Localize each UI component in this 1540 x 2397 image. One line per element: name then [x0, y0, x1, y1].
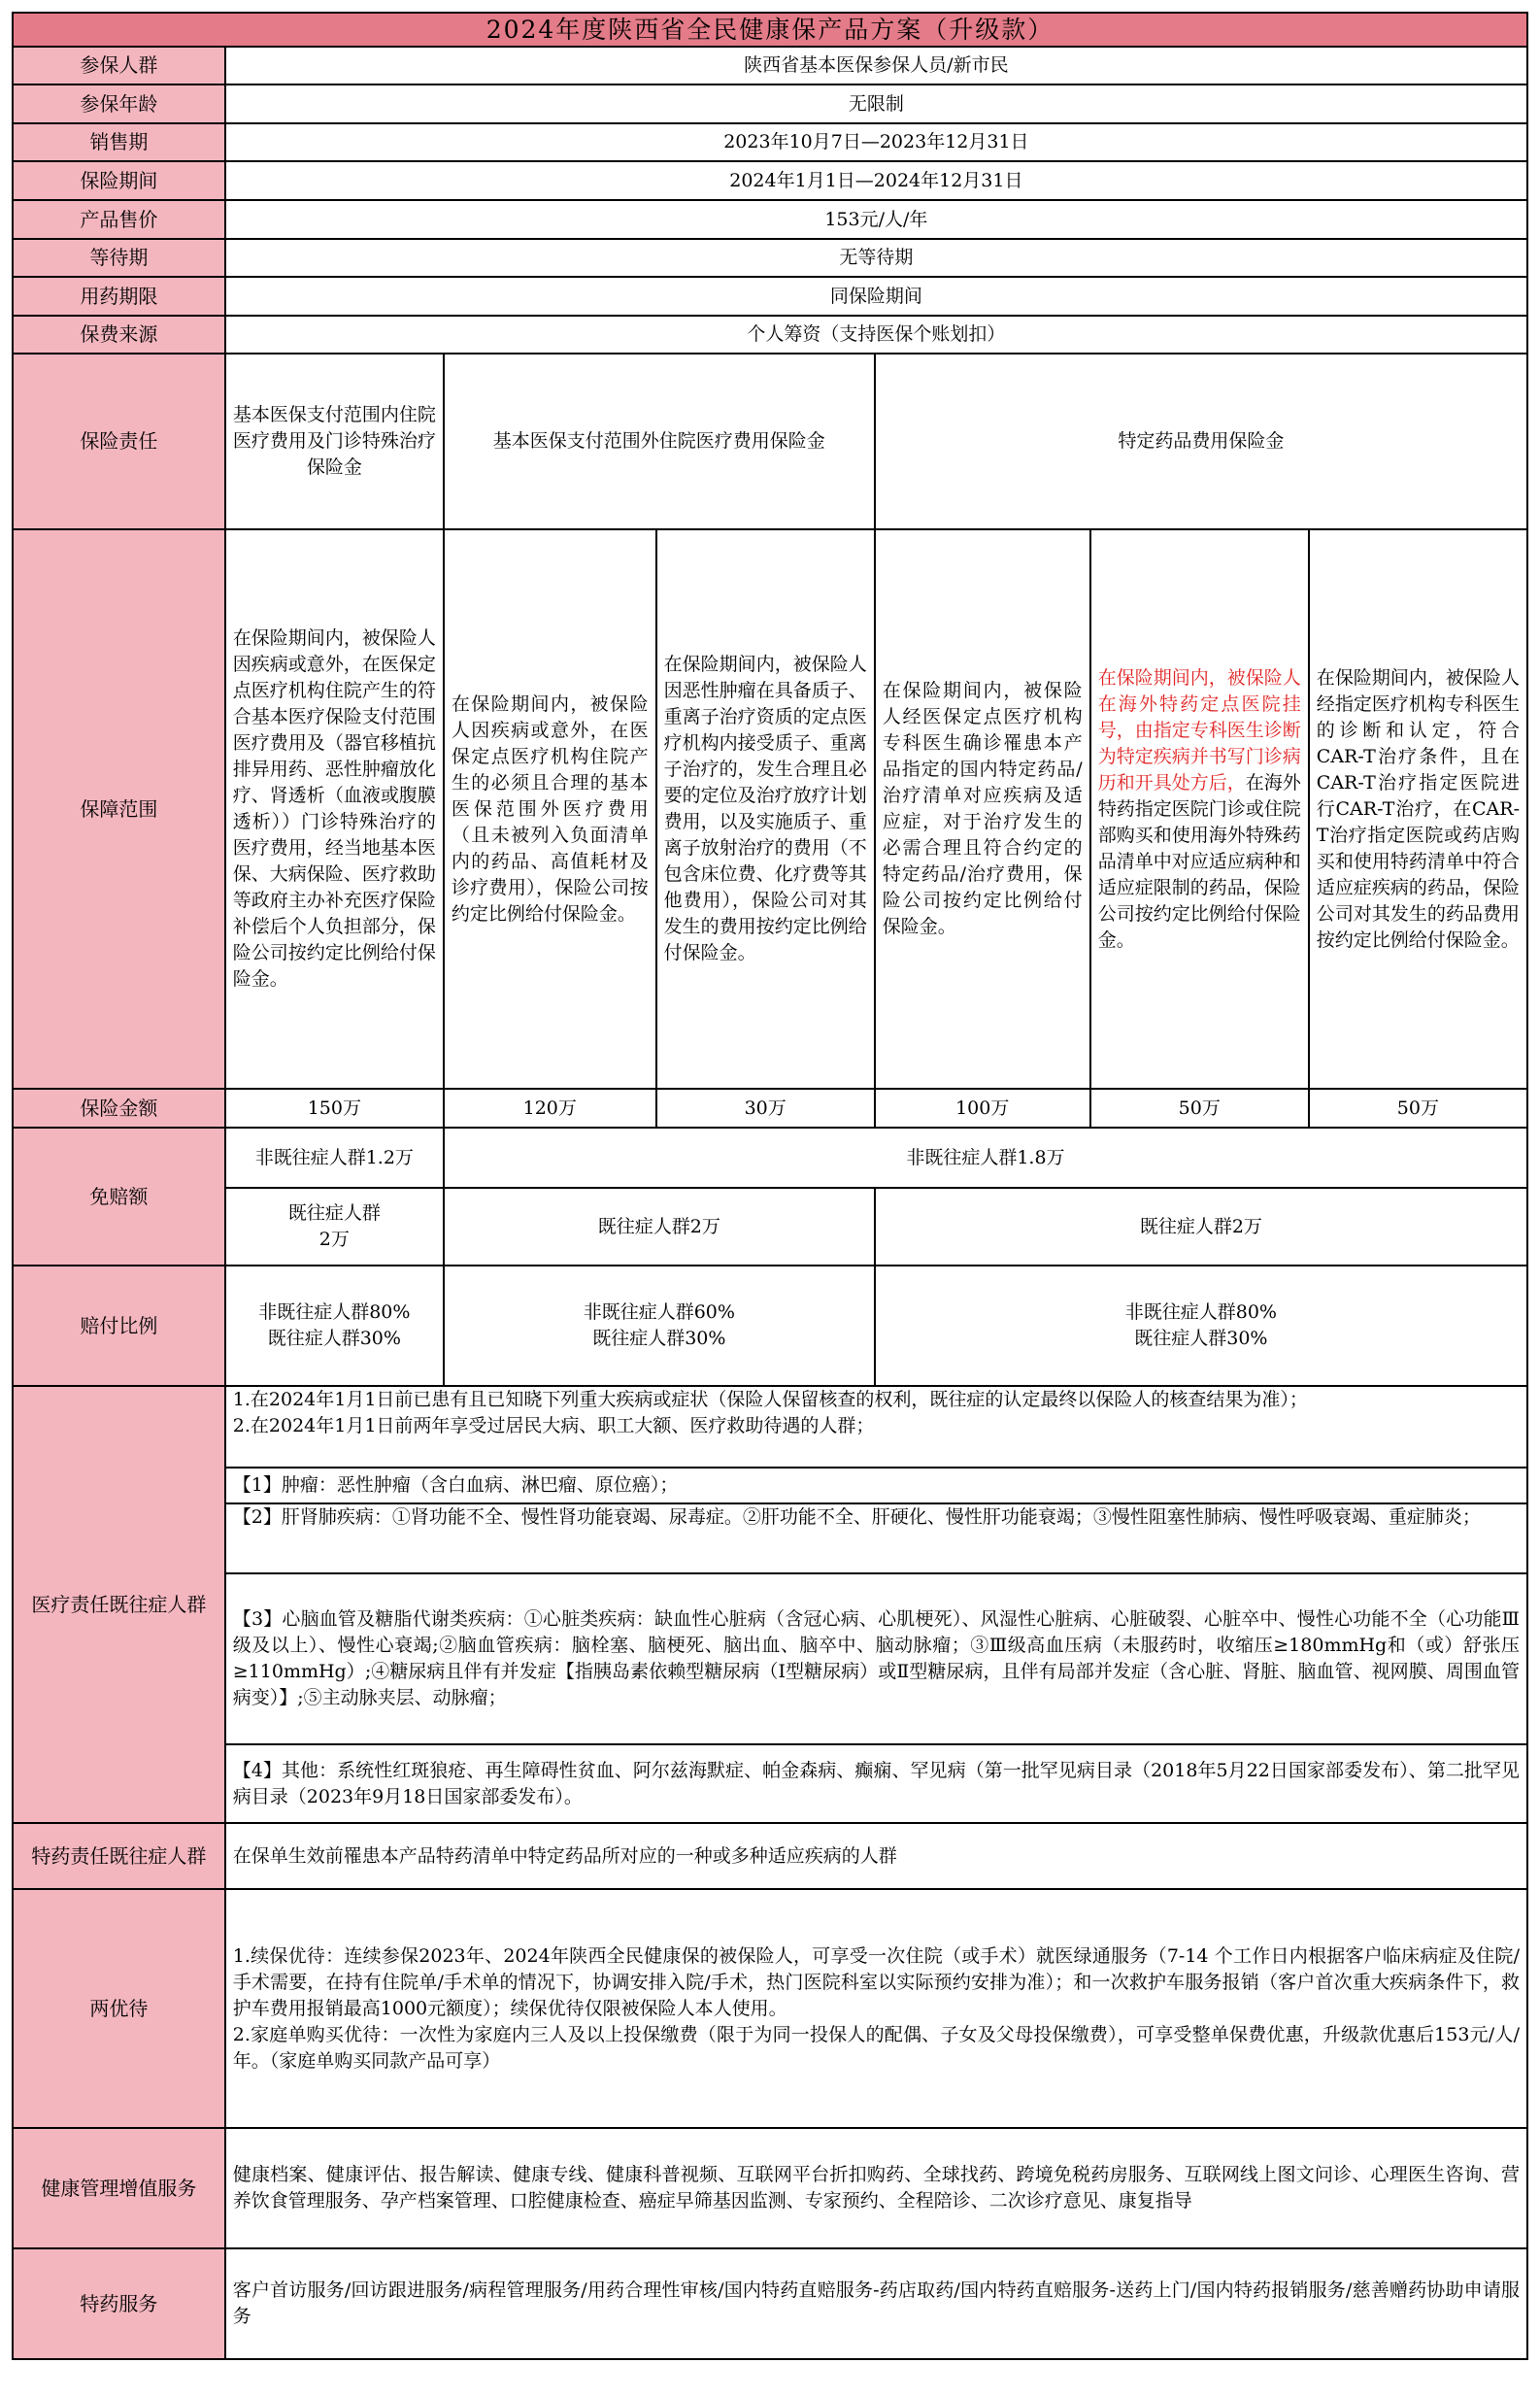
coverage-domestic-drug: 在保险期间内，被保险人经医保定点医疗机构专科医生确诊罹患本产品指定的国内特定药品/治疗清单对应疾病及适应症，对于治疗发生的必需合理且符合约定的特定药品/治疗费用，保险公司按约定比例给付保险金。: [875, 529, 1090, 1089]
preexisting-item-other: 【4】其他：系统性红斑狼疮、再生障碍性贫血、阿尔兹海默症、帕金森病、癫痫、罕见病（第一批罕见病目录（2018年5月22日国家部委发布）、第二批罕见病目录（2023年9月18日国家部委发布）。: [225, 1744, 1527, 1823]
liability-inpatient-out-scope: 基本医保支付范围外住院医疗费用保险金: [444, 354, 875, 529]
preexisting-intro: [225, 1386, 1527, 1468]
payout-ratio-3-non: 非既往症人群80%: [1124, 1301, 1277, 1323]
value-sales-period: 2023年10月7日—2023年12月31日: [225, 123, 1527, 161]
deductible-non-preexisting-1: 非既往症人群1.2万: [225, 1128, 444, 1188]
sum-insured-cell: 50万: [1090, 1089, 1309, 1128]
label-health-mgmt: 健康管理增值服务: [13, 2128, 225, 2248]
label-medical-preexisting: 医疗责任既往症人群: [13, 1386, 225, 1823]
deductible-preexisting-1-amount: 2万: [318, 1229, 350, 1250]
value-drug-period: 同保险期间: [225, 277, 1527, 316]
payout-ratio-3: [875, 1266, 1527, 1386]
value-insured-age: 无限制: [225, 84, 1527, 123]
payout-ratio-1: [225, 1266, 444, 1386]
deductible-preexisting-1: [225, 1188, 444, 1266]
sum-insured-cell: 100万: [875, 1089, 1090, 1128]
coverage-car-t: 在保险期间内，被保险人经指定医疗机构专科医生的诊断和认定，符合CAR-T治疗条件，且在CAR-T治疗指定医院进行CAR-T治疗，在CAR-T治疗指定医院或药店购买和使用特药清单中符合适应症疾病的药品，保险公司对其发生的药品费用按约定比例给付保险金。: [1309, 529, 1527, 1089]
coverage-overseas-drug-red: 在保险期间内，被保险人在海外特药定点医院挂号，由指定专科医生诊断为特定疾病并书写门诊病历和开具处方后，: [1097, 666, 1301, 793]
sum-insured-cell: 150万: [225, 1089, 444, 1128]
drug-services-text: 客户首访服务/回访跟进服务/病程管理服务/用药合理性审核/国内特药直赔服务-药店取药/国内特药直赔服务-送药上门/国内特药报销服务/慈善赠药协助申请服务: [225, 2248, 1527, 2359]
sum-insured-cell: 50万: [1309, 1089, 1527, 1128]
value-insurance-period: 2024年1月1日—2024年12月31日: [225, 161, 1527, 200]
deductible-non-preexisting-2: 非既往症人群1.8万: [444, 1128, 1527, 1188]
label-insured-age: 参保年龄: [13, 84, 225, 123]
label-sum-insured: 保险金额: [13, 1089, 225, 1128]
coverage-overseas-drug-rest: 在海外特药指定医院门诊或住院部购买和使用海外特殊药品清单中对应适应病种和适应症限制的药品，保险公司按约定比例给付保险金。: [1097, 771, 1301, 951]
payout-ratio-1-pre: 既往症人群30%: [267, 1328, 401, 1349]
value-premium-source: 个人筹资（支持医保个账划扣）: [225, 316, 1527, 354]
coverage-proton-heavy-ion: 在保险期间内，被保险人因恶性肿瘤在具备质子、重离子治疗资质的定点医疗机构内接受质子、重离子治疗的，发生合理且必要的定位及治疗放疗计划费用，以及实施质子、重离子放射治疗的费用（不包含床位费、化疗费等其他费用），保险公司对其发生的费用按约定比例给付保险金。: [656, 529, 875, 1089]
coverage-inpatient-in-scope: 在保险期间内，被保险人因疾病或意外，在医保定点医疗机构住院产生的符合基本医疗保险支付范围医疗费用及（器官移植抗排异用药、恶性肿瘤放化疗、肾透析（血液或腹膜透析））门诊特殊治疗的医疗费用，经当地基本医保、大病保险、医疗救助等政府主办补充医疗保险补偿后个人负担部分，保险公司按约定比例给付保险金。: [225, 529, 444, 1089]
label-premium-source: 保费来源: [13, 316, 225, 354]
benefit-family: 2.家庭单购买优待：一次性为家庭内三人及以上投保缴费（限于为同一投保人的配偶、子女及父母投保缴费），可享受整单保费优惠，升级款优惠后153元/人/年。（家庭单购买同款产品可享）: [232, 2023, 1520, 2072]
label-drug-preexisting: 特药责任既往症人群: [13, 1823, 225, 1889]
coverage-inpatient-out-scope: 在保险期间内，被保险人因疾病或意外，在医保定点医疗机构住院产生的必须且合理的基本医保范围外医疗费用（且未被列入负面清单内的药品、高值耗材及诊疗费用），保险公司按约定比例给付保险金。: [444, 529, 656, 1089]
product-plan-table: [12, 12, 1528, 2360]
drug-preexisting-text: 在保单生效前罹患本产品特药清单中特定药品所对应的一种或多种适应疾病的人群: [225, 1823, 1527, 1889]
label-sales-period: 销售期: [13, 123, 225, 161]
sum-insured-cell: 120万: [444, 1089, 656, 1128]
label-coverage: 保障范围: [13, 529, 225, 1089]
label-drug-services: 特药服务: [13, 2248, 225, 2359]
label-payout-ratio: 赔付比例: [13, 1266, 225, 1386]
deductible-preexisting-1-label: 既往症人群: [287, 1202, 381, 1224]
payout-ratio-1-non: 非既往症人群80%: [258, 1301, 411, 1323]
payout-ratio-2-pre: 既往症人群30%: [592, 1328, 726, 1349]
label-price: 产品售价: [13, 200, 225, 239]
deductible-preexisting-3: 既往症人群2万: [875, 1188, 1527, 1266]
coverage-overseas-drug: [1090, 529, 1309, 1089]
preexisting-item-cardio: 【3】心脑血管及糖脂代谢类疾病：①心脏类疾病：缺血性心脏病（含冠心病、心肌梗死）、风湿性心脏病、心脏破裂、心脏卒中、慢性心功能不全（心功能Ⅲ级及以上）、慢性心衰竭;②脑血管疾病：脑栓塞、脑梗死、脑出血、脑卒中、脑动脉瘤；③Ⅲ级高血压病（未服药时，收缩压≥180mmHg和（或）舒张压≥110mmHg）;④糖尿病且伴有并发症【指胰岛素依赖型糖尿病（Ⅰ型糖尿病）或Ⅱ型糖尿病，且伴有局部并发症（含心脏、肾脏、脑血管、视网膜、周围血管病变）】;⑤主动脉夹层、动脉瘤；: [225, 1573, 1527, 1744]
payout-ratio-2: [444, 1266, 875, 1386]
payout-ratio-2-non: 非既往症人群60%: [583, 1301, 735, 1323]
label-insurance-period: 保险期间: [13, 161, 225, 200]
label-drug-period: 用药期限: [13, 277, 225, 316]
preexisting-item-tumor: 【1】肿瘤：恶性肿瘤（含白血病、淋巴瘤、原位癌）；: [225, 1468, 1527, 1503]
value-price: 153元/人/年: [225, 200, 1527, 239]
deductible-preexisting-2: 既往症人群2万: [444, 1188, 875, 1266]
two-benefits-text: [225, 1889, 1527, 2128]
liability-inpatient-in-scope: 基本医保支付范围内住院医疗费用及门诊特殊治疗保险金: [225, 354, 444, 529]
health-mgmt-text: 健康档案、健康评估、报告解读、健康专线、健康科普视频、互联网平台折扣购药、全球找药、跨境免税药房服务、互联网线上图文问诊、心理医生咨询、营养饮食管理服务、孕产档案管理、口腔健康检查、癌症早筛基因监测、专家预约、全程陪诊、二次诊疗意见、康复指导: [225, 2128, 1527, 2248]
value-insured-group: 陕西省基本医保参保人员/新市民: [225, 47, 1527, 84]
benefit-renewal: 1.续保优待：连续参保2023年、2024年陕西全民健康保的被保险人，可享受一次住院（或手术）就医绿通服务（7-14 个工作日内根据客户临床病症及住院/手术需要，在持有住院单/手术单的情况下，协调安排入院/手术，热门医院科室以实际预约安排为准）；和一次救护车服务报销（客户首次重大疾病条件下，救护车费用报销最高1000元额度）；续保优待仅限被保险人本人使用。: [232, 1944, 1520, 2019]
payout-ratio-3-pre: 既往症人群30%: [1134, 1328, 1268, 1349]
sum-insured-cell: 30万: [656, 1089, 875, 1128]
label-waiting-period: 等待期: [13, 239, 225, 277]
label-liability: 保险责任: [13, 354, 225, 529]
liability-special-drug: 特定药品费用保险金: [875, 354, 1527, 529]
table-title: 2024年度陕西省全民健康保产品方案（升级款）: [13, 13, 1527, 47]
label-two-benefits: 两优待: [13, 1889, 225, 2128]
label-deductible: 免赔额: [13, 1128, 225, 1266]
label-insured-group: 参保人群: [13, 47, 225, 84]
value-waiting-period: 无等待期: [225, 239, 1527, 277]
preexisting-item-organ: 【2】肝肾肺疾病：①肾功能不全、慢性肾功能衰竭、尿毒症。②肝功能不全、肝硬化、慢性肝功能衰竭；③慢性阻塞性肺病、慢性呼吸衰竭、重症肺炎；: [225, 1503, 1527, 1573]
preexisting-intro-1: 1.在2024年1月1日前已患有且已知晓下列重大疾病或症状（保险人保留核查的权利，既往症的认定最终以保险人的核查结果为准）；: [232, 1389, 1308, 1410]
preexisting-intro-2: 2.在2024年1月1日前两年享受过居民大病、职工大额、医疗救助待遇的人群；: [232, 1415, 875, 1436]
